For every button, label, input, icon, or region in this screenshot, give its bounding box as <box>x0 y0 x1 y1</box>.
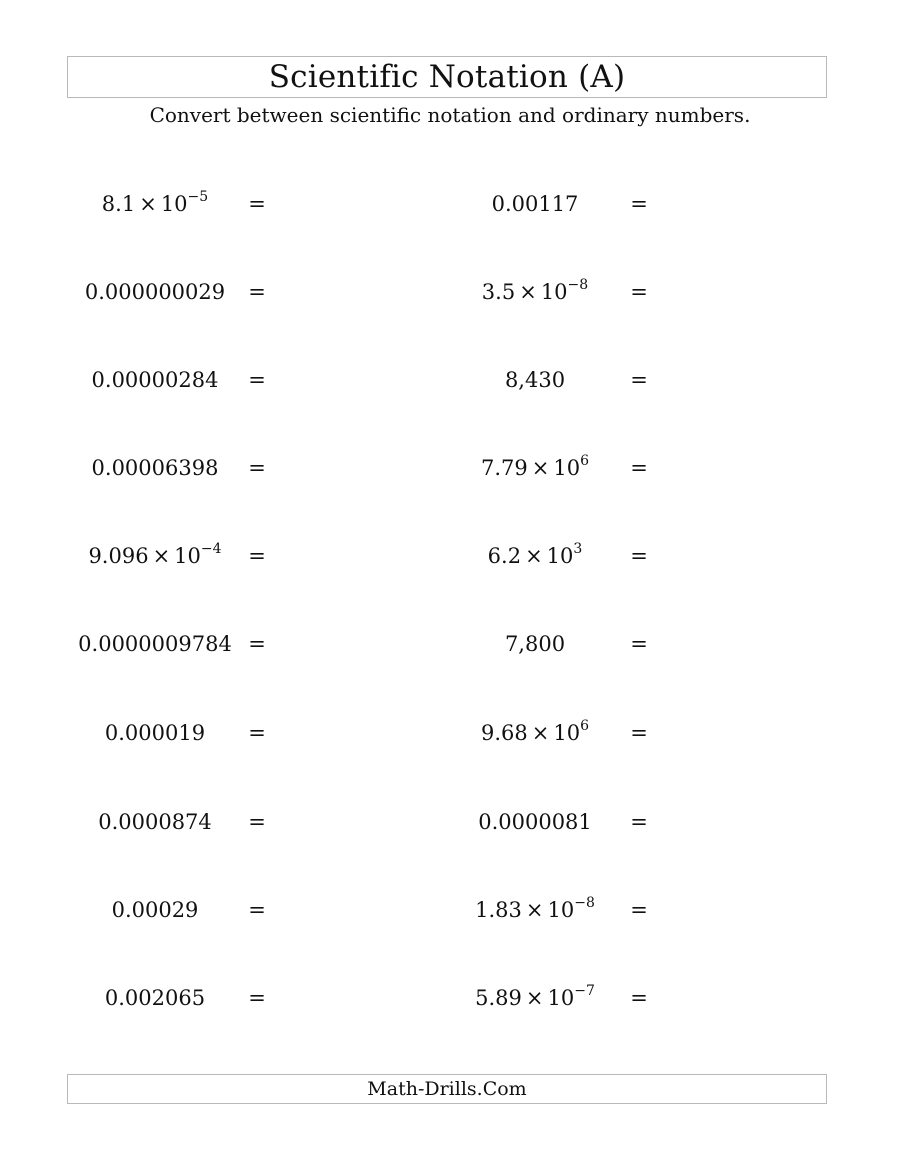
equals-sign: = <box>248 544 266 568</box>
equals-sign: = <box>630 544 648 568</box>
equals-sign: = <box>248 632 266 656</box>
equals-sign: = <box>630 986 648 1010</box>
problem-row <box>0 160 900 248</box>
problem-left: 0.0000874 <box>98 810 212 834</box>
problem-left: $8.1 \times 10^{-5}$ <box>101 189 209 216</box>
problem-row <box>0 778 900 866</box>
instructions: Convert between scientific notation and ordinary numbers. <box>149 103 751 127</box>
problem-right: 7,800 <box>504 632 566 656</box>
equals-sign: = <box>630 192 648 216</box>
problem-row <box>0 689 900 777</box>
equals-sign: = <box>630 368 648 392</box>
problem-right: 0.00117 <box>491 192 579 216</box>
problem-left: 0.00006398 <box>91 456 219 480</box>
problem-right: $3.5 \times 10^{-8}$ <box>481 277 589 304</box>
page-title: Scientific Notation (A) <box>268 58 626 95</box>
problem-row <box>0 424 900 512</box>
problem-right: $9.68 \times 10^6$ <box>480 718 590 745</box>
problem-row <box>0 600 900 688</box>
problem-left: 0.00000284 <box>91 368 219 392</box>
problem-row <box>0 248 900 336</box>
problem-right: $7.79 \times 10^6$ <box>480 453 590 480</box>
equals-sign: = <box>248 456 266 480</box>
problem-right: $1.83 \times 10^{-8}$ <box>475 895 595 922</box>
problem-right: $6.2 \times 10^3$ <box>487 541 583 568</box>
footer-site: Math-Drills.Com <box>367 1077 527 1100</box>
equals-sign: = <box>630 632 648 656</box>
problem-left: 0.00029 <box>111 898 199 922</box>
problem-grid <box>0 160 900 1060</box>
equals-sign: = <box>248 810 266 834</box>
title-box <box>67 56 827 98</box>
problem-right: 0.0000081 <box>478 810 592 834</box>
equals-sign: = <box>630 810 648 834</box>
equals-sign: = <box>248 192 266 216</box>
problem-row <box>0 336 900 424</box>
equals-sign: = <box>248 368 266 392</box>
equals-sign: = <box>630 721 648 745</box>
problem-left: $9.096 \times 10^{-4}$ <box>88 541 222 568</box>
equals-sign: = <box>248 280 266 304</box>
problem-right: $5.89 \times 10^{-7}$ <box>475 983 595 1010</box>
equals-sign: = <box>248 898 266 922</box>
equals-sign: = <box>248 721 266 745</box>
problem-row <box>0 954 900 1042</box>
equals-sign: = <box>630 456 648 480</box>
equals-sign: = <box>630 280 648 304</box>
problem-row <box>0 512 900 600</box>
problem-left: 0.000019 <box>104 721 206 745</box>
problem-left: 0.000000029 <box>84 280 226 304</box>
problem-row <box>0 866 900 954</box>
equals-sign: = <box>248 986 266 1010</box>
problem-left: 0.0000009784 <box>78 632 232 656</box>
footer-box <box>67 1074 827 1104</box>
problem-left: 0.002065 <box>104 986 206 1010</box>
problem-right: 8,430 <box>504 368 566 392</box>
equals-sign: = <box>630 898 648 922</box>
